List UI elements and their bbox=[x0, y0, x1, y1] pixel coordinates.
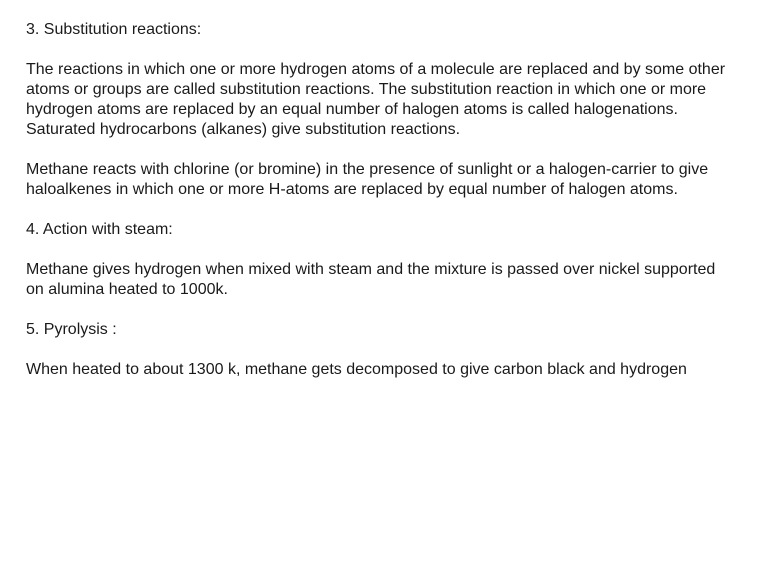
paragraph-substitution-definition: The reactions in which one or more hydrogen atoms of a molecule are replaced and by some other atoms or groups are called substitution reactions. The substitution reaction in which one or more hydrogen atoms are replaced by an equal number of halogen atoms is called halogenations. Saturated hydrocarbons (alkanes) give substitution reactions. bbox=[26, 61, 726, 138]
section-heading-substitution: 3. Substitution reactions: bbox=[26, 21, 202, 38]
paragraph-steam-reaction: Methane gives hydrogen when mixed with steam and the mixture is passed over nickel supported on alumina heated to 1000k. bbox=[26, 261, 716, 298]
section-heading-pyrolysis: 5. Pyrolysis : bbox=[26, 321, 117, 338]
section-heading-steam: 4. Action with steam: bbox=[26, 221, 173, 238]
document-body bbox=[26, 20, 726, 400]
paragraph-pyrolysis: When heated to about 1300 k, methane gets decomposed to give carbon black and hydrogen bbox=[26, 361, 687, 378]
paragraph-methane-halogenation: Methane reacts with chlorine (or bromine) in the presence of sunlight or a halogen-carrier to give haloalkenes in which one or more H-atoms are replaced by equal number of halogen atoms. bbox=[26, 161, 709, 198]
